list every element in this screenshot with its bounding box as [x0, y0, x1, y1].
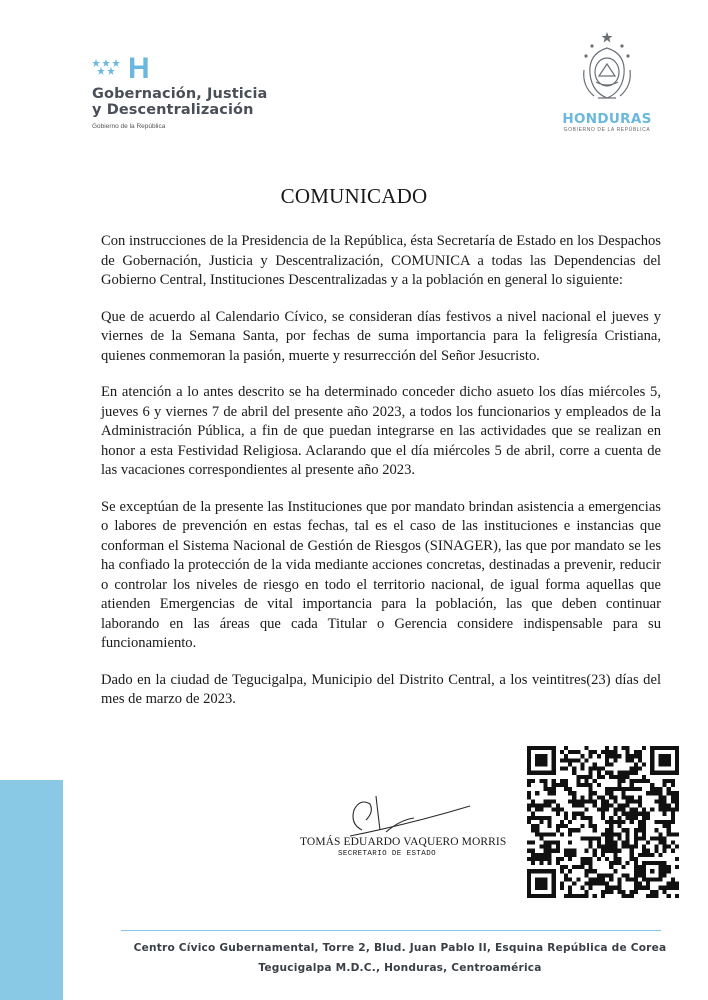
footer-address-line2: Tegucigalpa M.D.C., Honduras, Centroamérica — [258, 962, 542, 974]
paragraph-intro: Con instrucciones de la Presidencia de la República, ésta Secretaría de Estado en los Despachos de Gobernación, Justicia y Descentralización, COMUNICA a todas las Dependencias del Gobierno Central, Instituciones Descentralizadas y a la población en general lo siguiente: — [101, 233, 661, 288]
paragraph-civic-calendar: Que de acuerdo al Calendario Cívico, se consideran días festivos a nivel nacional el jueves y viernes de la Semana Santa, por fechas de suma importancia para la feligresía Cristiana, quienes conmemoran la pasión, muerte y resurrección del Señor Jesucristo. — [101, 308, 661, 364]
footer-address-line1: Centro Cívico Gubernamental, Torre 2, Blud. Juan Pablo II, Esquina República de Corea — [133, 942, 667, 954]
ministry-stars-icon — [92, 58, 132, 82]
left-brand-band — [0, 780, 63, 1000]
stripe-h-letter: H — [95, 812, 121, 853]
ministry-name-line1: Gobernación, Justicia — [92, 86, 268, 102]
country-gov-caption: GOBIERNO DE LA REPÚBLICA — [563, 127, 651, 133]
paragraph-closing: Dado en la ciudad de Tegucigalpa, Municipio del Distrito Central, a los veintitres(23) días del mes de marzo de 2023. — [101, 671, 661, 707]
ministry-name-line2: y Descentralización — [92, 102, 254, 118]
document-title: COMUNICADO — [280, 184, 428, 208]
ministry-h-letter: H — [128, 52, 150, 85]
signatory-role: SECRETARIO DE ESTADO — [338, 850, 437, 858]
ministry-logo — [92, 52, 332, 130]
paragraph-holiday-dates: En atención a lo antes descrito se ha determinado conceder dicho asueto los días miércoles 5, jueves 6 y viernes 7 de abril del presente año 2023, a todos los funcionarios y empleados de la Administración Pública, a fin de que puedan integrarse en las actividades que se realizan en honor a esta Festividad Religiosa. Aclarando que el día miércoles 5 de abril, corre a cuenta de las vacaciones correspondientes al presente año 2023. — [101, 384, 661, 478]
signatory-name: TOMÁS EDUARDO VAQUERO MORRIS — [300, 836, 507, 848]
country-name: HONDURAS — [562, 111, 652, 127]
coat-of-arms-icon — [572, 26, 642, 104]
honduras-coat-of-arms-logo — [548, 26, 666, 133]
left-brand-stripe — [0, 0, 121, 1000]
document-body — [101, 232, 661, 710]
paragraph-exceptions: Se exceptúan de la presente las Instituciones que por mandato brindan asistencia a emergencias o labores de prevención en estas fechas, tal es el caso de las instituciones e instancias que conforman el Sistema Nacional de Gestión de Riesgos (SINAGER), las que por mandato se les ha confiado la protección de la vida mediante acciones concretas, destinadas a prevenir, reducir o controlar los niveles de riesgo en todo el territorio nacional, de igual forma aquellas que atienden Emergencias de vital importancia para la población, las que deben continuar laborando en las áreas que cada Titular o Gerencia considere indispensable para su funcionamiento. — [101, 498, 661, 651]
footer-divider — [121, 930, 661, 931]
verification-qr-code — [527, 746, 679, 898]
ministry-logo-mark — [92, 52, 332, 85]
ministry-gov-caption: Gobierno de la República — [92, 123, 166, 130]
